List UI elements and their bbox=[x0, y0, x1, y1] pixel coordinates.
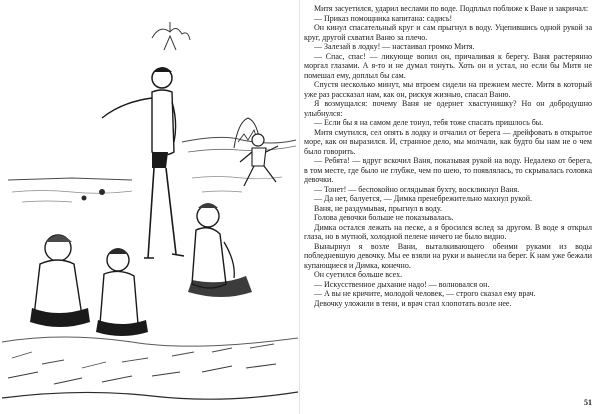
page-number: 51 bbox=[584, 398, 592, 407]
story-text bbox=[304, 4, 592, 308]
paragraph: — А вы не кричите, молодой человек, — строго сказал ему врач. bbox=[314, 289, 536, 298]
beach-scene-drawing bbox=[2, 2, 298, 410]
paragraph: Митя засуетился, ударил веслами по воде. Подплыл поближе к Ване и закричал: bbox=[314, 4, 589, 13]
paragraph: Вынырнул я возле Вани, выталкивающего обеими руками из воды побледневшую девочку. Мы ее взяли на руки и вынесли на берег. К нам уже бежали купающиеся и Димка, конечно. bbox=[304, 241, 592, 270]
page-gutter bbox=[299, 0, 300, 414]
paragraph: — Тонет! — беспокойно оглядывая бухту, воскликнул Ваня. bbox=[314, 184, 520, 194]
paragraph: Димка остался лежать на песке, а я бросился вслед за другом. В воде я открыл глаза, но в мутной, холодной пелене ничего не было видно. bbox=[304, 222, 592, 241]
paragraph: Голова девочки больше не показывалась. bbox=[314, 213, 454, 222]
paragraph: — Приказ помощника капитана: садись! bbox=[314, 13, 453, 23]
paragraph: — Да нет, балуется, — Димка пренебрежительно махнул рукой. bbox=[314, 194, 533, 203]
paragraph: — Залезай в лодку! — настаивал громко Митя. bbox=[314, 42, 475, 51]
paragraph: — Спас, спас! — ликующе вопил он, причаливая к берегу. Ваня растерянно моргал глазами. А я-то и не думал тонуть. Хоть он и устал, но если бы Митя не помешал ему, доплыл бы сам. bbox=[304, 51, 592, 80]
paragraph: Он кинул спасательный круг и сам прыгнул в воду. Уцепившись одной рукой за круг, другой схватил Ваню за плечо. bbox=[304, 23, 592, 42]
paragraph: Спустя несколько минут, мы втроем сидели на прежнем месте. Митя в который уже раз рассказал нам, как он, рискуя жизнью, спасал Ваню. bbox=[304, 80, 592, 99]
paragraph: Митя смутился, сел опять в лодку и отчалил от берега — дрейфовать в открытое море, как он выразился. И, странное дело, мы молчали, как будто бы нам не о чем было говорить. bbox=[304, 127, 592, 156]
paragraph: Ваня, не раздумывая, прыгнул в воду. bbox=[314, 203, 442, 213]
paragraph: Он суетился больше всех. bbox=[314, 270, 403, 279]
paragraph: — Если бы я на самом деле тонул, тебя тоже спасать пришлось бы. bbox=[314, 118, 544, 127]
paragraph: Я возмущался: почему Ваня не одернет хвастунишку? Но он добродушно улыбнулся: bbox=[304, 99, 592, 118]
paragraph: — Искусственное дыхание надо! — волновался он. bbox=[314, 279, 490, 289]
beach-illustration bbox=[2, 2, 298, 410]
paragraph: — Ребята! — вдруг вскочил Ваня, показывая рукой на воду. Недалеко от берега, в том месте, где было не глубже, чем по шею, то появлялась, то скрывалась головка девочки. bbox=[304, 156, 592, 184]
paragraph: Девочку уложили в тени, и врач стал хлопотать возле нее. bbox=[314, 298, 512, 308]
